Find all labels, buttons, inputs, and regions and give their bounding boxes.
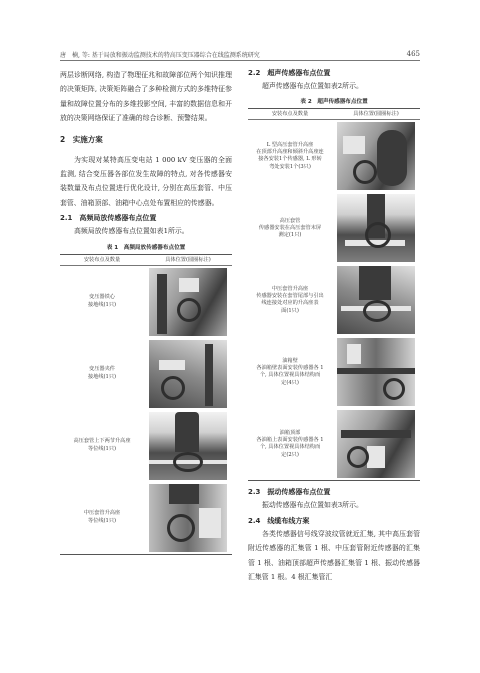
section-2-1-heading: 2.1 高频局放传感器布点位置: [60, 214, 157, 223]
table-2-caption: 表 2 超声传感器布点位置: [300, 99, 368, 106]
table-2-row-label: 油箱顶部 各油箱上表面安装传感器各 1 个, 具体位置视具体结构而 定(2只): [248, 408, 332, 481]
table-row: [248, 264, 420, 336]
table-row: [60, 265, 232, 338]
table-2-row-label: 油箱壁 各油箱壁表面安装传感器各 1 个, 具体位置视具体结构而 定(4只): [256, 358, 324, 386]
table-1-row-label: 中压套管升高座 等位线(1只): [60, 482, 144, 555]
transformer-photo: [149, 484, 227, 552]
table-row: [60, 410, 232, 482]
table-1-row-label: 变压器夹件 接地线(1只): [87, 366, 117, 380]
transformer-photo: [337, 266, 415, 334]
transformer-photo: [149, 268, 227, 336]
right-paragraph-2: 振动传感器布点位置如表3所示。: [262, 501, 363, 510]
table-2-col-header-2: 具体位置(圆圈标注): [332, 109, 420, 120]
table-row: [248, 120, 420, 193]
transformer-photo: [337, 194, 415, 262]
transformer-photo: [149, 340, 227, 408]
table-1-col-header-1: 安装布点及数量: [60, 254, 144, 265]
section-2-heading: 2 实施方案: [60, 134, 103, 144]
left-paragraph-1: 两层诊断网络, 构造了物理征兆和故障部位两个知识推理的决策矩阵, 决策矩阵融合了多种检测方式的多维特征参量和故障位置分布的多维投影空间, 丰富的数据信息和开放的决策网络保证了准确的综合诊断、预警结果。: [60, 71, 232, 123]
table-2-row-label: L 型高压套管升高座 在顶部升高座和倾斜升高座连 接各安装1个传感器, L 形转 弯处安装1个(3只): [256, 142, 324, 170]
right-paragraph-1: 超声传感器布点位置如表2所示。: [262, 82, 363, 90]
left-paragraph-2: 为实现对某特高压变电站 1 000 kV 变压器的全面监测, 结合变压器各部位发生故障的特点, 对各传感器安装数量及布点位置进行优化设计, 分别在高压套管、中压套管、油箱顶部、油箱中心点处布置相应的传感器。: [60, 155, 232, 207]
table-1-row-label: 高压套管上下两节升高座 等位线(1只): [73, 438, 131, 452]
table-2-row-label: 高压套管 传感器安装在高压套管末屏 测定(1只): [258, 217, 322, 238]
transformer-photo: [149, 412, 227, 480]
table-2-row-label: 中压套管升高座 传感器安装在套管尾部与引出 线连接处对应的升高座表 面(1只): [256, 286, 324, 314]
left-paragraph-3: 高频局放传感器布点位置如表1所示。: [74, 227, 189, 236]
running-header: [60, 50, 420, 59]
table-1-row-label: 变压器铁心 接地线(1只): [87, 294, 117, 308]
table-1-col-header-2: 具体位置(圆圈标注): [144, 254, 232, 265]
table-row: [60, 482, 232, 555]
table-row: [248, 336, 420, 408]
section-2-4-heading: 2.4 线缆布线方案: [248, 516, 310, 525]
table-2-col-header-1: 安装布点及数量: [248, 109, 332, 120]
section-2-3-heading: 2.3 振动传感器布点位置: [248, 488, 331, 497]
table-1: [60, 254, 232, 555]
table-row: [248, 192, 420, 264]
page-number: 465: [406, 50, 420, 58]
transformer-photo: [337, 122, 415, 190]
transformer-photo: [337, 410, 415, 478]
section-2-2-heading: 2.2 超声传感器布点位置: [248, 69, 331, 77]
running-title: 唐 楠, 等: 基于局放和振动监测技术的特高压变压器综合在线监测系统研究: [60, 52, 260, 59]
left-column: [60, 68, 232, 555]
right-paragraph-3: 各类传感器信号线穿波纹管就近汇集, 其中高压套管附近传感器的汇集管 1 根、中压套管附近传感器的汇集管 1 根、油箱顶部超声传感器汇集管 1 根、振动传感器汇集管 1 根。4 根汇集管汇: [248, 529, 420, 582]
transformer-photo: [337, 338, 415, 406]
table-row: [60, 338, 232, 410]
table-1-caption: 表 1 高频局放传感器布点位置: [106, 244, 186, 251]
table-2: [248, 108, 420, 481]
right-column: [248, 68, 420, 584]
table-row: [248, 408, 420, 481]
header-rule: [60, 60, 420, 61]
